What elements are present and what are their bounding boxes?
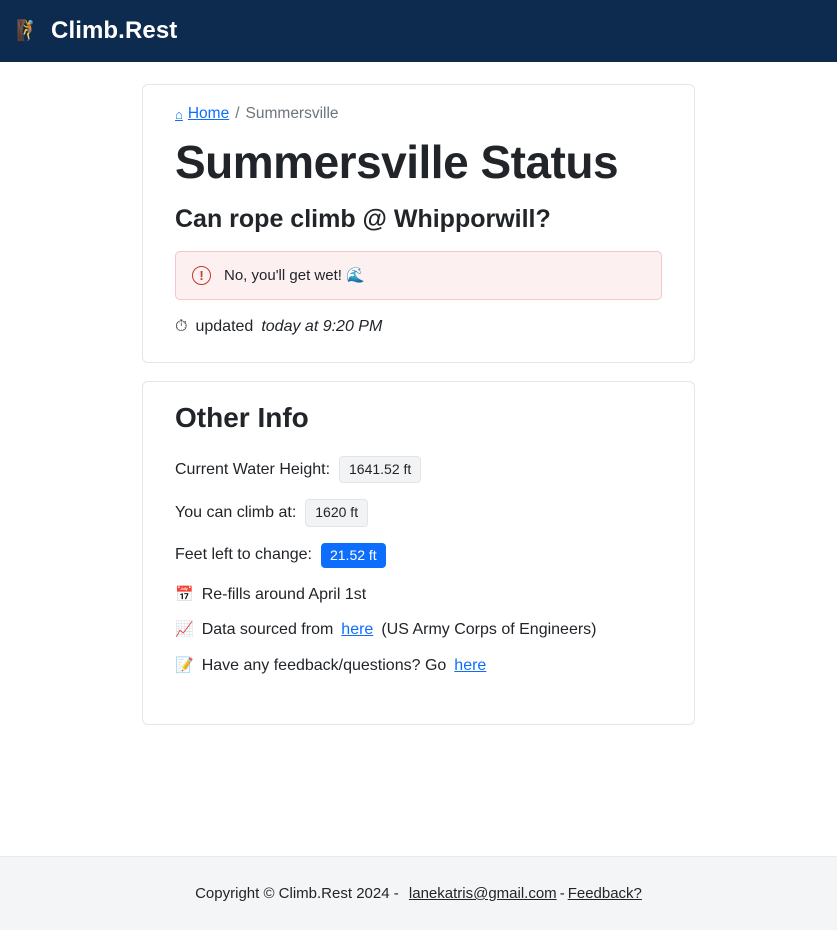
updated-label: updated (195, 317, 254, 335)
note-row-data-source (175, 619, 662, 641)
main-content (0, 62, 837, 852)
info-label-water-height: Current Water Height: (175, 460, 331, 478)
breadcrumb-home-label: Home (187, 105, 230, 122)
memo-icon: 📝 (175, 656, 194, 674)
badge-water-height: 1641.52 ft (339, 456, 421, 483)
note-data-source-suffix: (US Army Corps of Engineers) (381, 621, 597, 639)
info-row-climb-at (175, 499, 662, 526)
note-row-refill (175, 584, 662, 606)
updated-row (175, 318, 662, 336)
home-icon: ⌂ (175, 106, 183, 122)
badge-feet-left: 21.52 ft (321, 543, 386, 568)
feedback-link[interactable]: here (454, 656, 487, 674)
updated-time: today at 9:20 PM (261, 317, 383, 335)
breadcrumb (175, 105, 662, 123)
chart-increasing-icon: 📈 (175, 621, 194, 639)
brand-label: Climb.Rest (51, 17, 178, 44)
note-feedback-text: Have any feedback/questions? Go (201, 656, 447, 674)
status-alert (175, 251, 662, 300)
page-title: Summersville Status (175, 136, 619, 188)
footer-copyright: Copyright © Climb.Rest 2024 - (195, 885, 399, 902)
navbar (0, 0, 837, 62)
badge-climb-at: 1620 ft (305, 499, 368, 526)
data-source-link[interactable]: here (341, 621, 374, 639)
footer-separator: - (559, 885, 565, 902)
info-row-feet-left (175, 543, 662, 568)
status-card (142, 84, 695, 363)
stopwatch-icon: ⏱ (175, 317, 188, 335)
info-label-feet-left: Feet left to change: (175, 546, 312, 564)
note-refill-text: Re-fills around April 1st (201, 586, 367, 604)
footer-email-link[interactable]: lanekatris@gmail.com (408, 885, 557, 902)
other-info-heading: Other Info (175, 401, 309, 433)
note-data-source-text: Data sourced from (201, 621, 334, 639)
breadcrumb-current: Summersville (245, 105, 339, 122)
status-question: Can rope climb @ Whipporwill? (175, 204, 551, 233)
info-row-water-height (175, 456, 662, 483)
footer (0, 856, 837, 930)
info-label-climb-at: You can climb at: (175, 503, 297, 521)
breadcrumb-home-link[interactable] (175, 105, 229, 123)
exclamation-circle-icon: ! (192, 266, 211, 285)
calendar-icon: 📅 (175, 586, 194, 604)
footer-feedback-link[interactable]: Feedback? (567, 885, 642, 902)
other-info-card (142, 381, 695, 725)
breadcrumb-separator: / (235, 105, 240, 122)
brand-link[interactable] (16, 17, 177, 45)
status-alert-text: No, you'll get wet! 🌊 (224, 267, 365, 285)
note-row-feedback (175, 655, 662, 677)
climber-icon: 🧗 (16, 20, 42, 42)
